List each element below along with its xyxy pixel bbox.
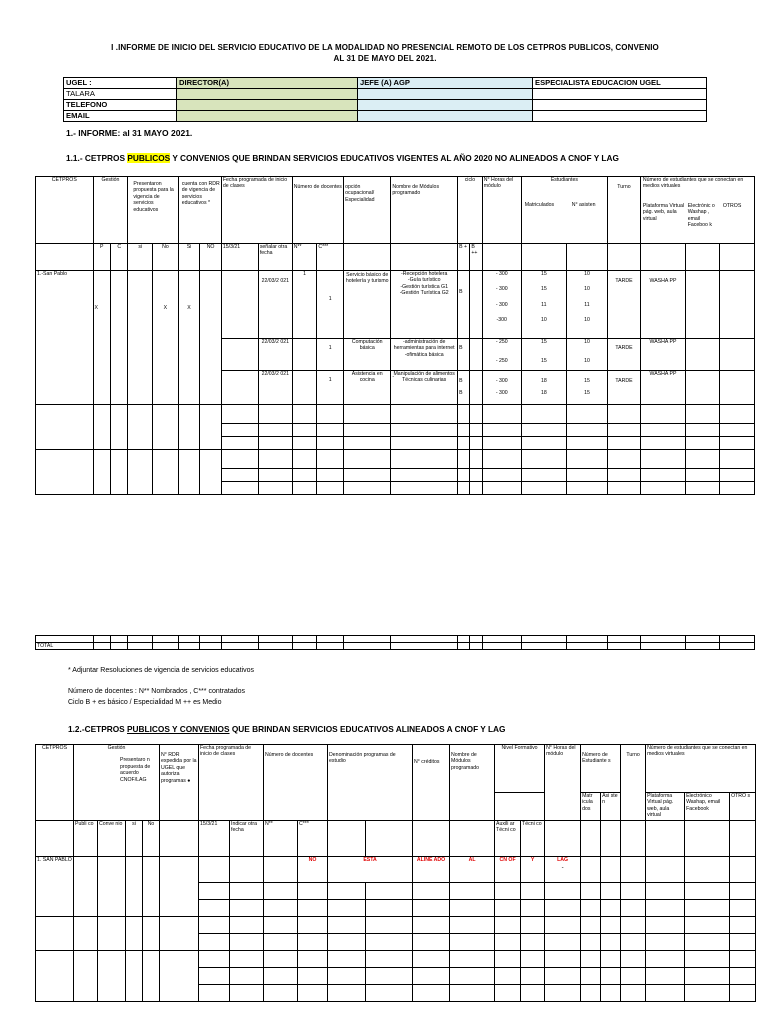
g3-asisten: 15 15 — [566, 371, 607, 405]
g3-virtual: WASHA PP — [640, 371, 685, 405]
sub-bpp: B ++ — [470, 244, 482, 271]
th2-rdr: N° RDR expedida por la UGEL que autoriza programas ● — [160, 745, 199, 821]
highlight-publicos: PUBLICOS — [127, 153, 171, 163]
sub2-auxiliar: Auxili ar Técni co — [495, 821, 521, 857]
sub-si2: Si — [178, 244, 200, 271]
th2-cetpros: CETPROS — [36, 745, 74, 821]
th2-electronico: Electrónico Washap, email Facebook — [685, 793, 730, 821]
th-turno: Turno — [608, 177, 641, 244]
th-modulos: Nombre de Módulos programado — [391, 177, 458, 244]
section-1-heading: 1.- INFORME: al 31 MAYO 2021. — [66, 128, 193, 138]
th2-turno: Turno — [621, 745, 646, 821]
g3-ciclo: B B — [458, 371, 470, 405]
red-cnof: CN OF — [495, 857, 521, 883]
total-label: TOTAL — [36, 643, 94, 650]
g3-turno: TARDE — [608, 371, 641, 405]
th-fecha: Fecha programada de inicio de clases — [221, 177, 292, 244]
especialista-header: ESPECIALISTA EDUCACION UGEL — [533, 78, 707, 89]
note-ciclo: Ciclo B + es básico / Especialidad M ++ es Medio — [68, 699, 222, 706]
cell-p: X — [93, 271, 110, 405]
g1-ciclo: B — [458, 271, 470, 339]
talara-label: TALARA — [64, 89, 177, 100]
g1-modulos: -Recepción hotelera -Guía turístico -Gestión turística G1 -Gestión Turística G2 — [391, 271, 458, 339]
th2-nivel: Nivel Formativo — [495, 745, 545, 793]
sub-p: P — [93, 244, 110, 271]
th2-creditos: N° créditos — [413, 745, 450, 821]
director-telefono-cell[interactable] — [177, 100, 358, 111]
th-presentaron: Presentaron propuesta para la vigencia de servicios educativos — [128, 177, 178, 244]
sub-c: C — [110, 244, 127, 271]
th2-matriculados: Matr icula dos — [581, 793, 601, 821]
red-esta: ESTA — [328, 857, 413, 883]
jefe-telefono-cell[interactable] — [358, 100, 533, 111]
especialista-talara-cell[interactable] — [533, 89, 707, 100]
sub2-si: si — [126, 821, 143, 857]
table-row — [36, 917, 756, 934]
sub2-indicar: Indicar otra fecha — [230, 821, 264, 857]
sub-b: B + — [458, 244, 470, 271]
sub2-no: No — [143, 821, 160, 857]
th2-gestion: Gestión Presentaro n propuesta de acuerdo CNOF/LAG — [74, 745, 160, 821]
g2-ciclo: B — [458, 339, 470, 371]
g2-horas: - 250 - 250 — [482, 339, 521, 371]
g2-modulos: -administración de herramientas para internet -ofimática básica — [391, 339, 458, 371]
th-otros: OTROS — [722, 202, 742, 209]
title-line-1: I .INFORME DE INICIO DEL SERVICIO EDUCATIVO DE LA MODALIDAD NO PRESENCIAL REMOTO DE LOS CETPROS PUBLICOS, CONVENIO — [111, 43, 659, 52]
red-alineado: ALINE ADO — [413, 857, 450, 883]
cell-si2: X — [178, 271, 200, 405]
especialista-email-cell[interactable] — [533, 111, 707, 122]
th-gestion: Gestión — [93, 177, 128, 244]
th2-otros: OTRO s — [730, 793, 756, 821]
th2-denominacion: Denominación programas de estudio — [328, 745, 413, 821]
th2-plataforma: Plataforma Virtual pág. web, aula virtual — [646, 793, 685, 821]
red-lag: LAG - — [545, 857, 581, 883]
table-alineados — [35, 744, 756, 1002]
total-table — [35, 635, 755, 650]
th2-virtual: Número de estudiantes que se conectan en medios virtuales — [646, 745, 756, 793]
section-1-2-heading: 1.2.-CETPROS PUBLICOS Y CONVENIOS QUE BRINDAN SERVICIOS EDUCATIVOS ALINEADOS A CNOF Y LAG — [68, 724, 506, 734]
th2-fecha: Fecha programada de inicio de clases — [199, 745, 264, 821]
th-plataforma: Plataforma Virtual pág. web, aula virtual — [642, 202, 684, 222]
th-matriculados: Matriculados — [524, 202, 555, 209]
director-email-cell[interactable] — [177, 111, 358, 122]
g1-matriculados: 15 15 11 10 — [521, 271, 566, 339]
sub-no2: NO — [200, 244, 222, 271]
g3-c: 1 — [317, 371, 344, 405]
sub-no: No — [153, 244, 179, 271]
telefono-label: TELEFONO — [64, 100, 177, 111]
ugel-label: UGEL : — [64, 78, 177, 89]
th-ciclo: ciclo — [458, 177, 483, 244]
sub-si: si — [128, 244, 153, 271]
g2-turno: TARDE — [608, 339, 641, 371]
title-line-2: AL 31 DE MAYO DEL 2021. — [333, 54, 437, 63]
sub-ccc: C*** — [317, 244, 344, 271]
director-talara-cell[interactable] — [177, 89, 358, 100]
sub2-fecha: 15/3/21 — [199, 821, 230, 857]
sub2-convenio: Conve nio — [98, 821, 126, 857]
g3-modulos: Manipulación de alimentos Técnicas culinarias - — [391, 371, 458, 405]
g2-c: 1 — [317, 339, 344, 371]
report-title — [60, 42, 710, 64]
g1-horas: - 300 - 300 - 300 -300 — [482, 271, 521, 339]
th2-presentaron: Presentaro n propuesta de acuerdo CNOF/LAG — [120, 757, 151, 783]
g1-virtual: WASHA PP — [640, 271, 685, 339]
table-row — [36, 951, 756, 968]
g1-opcion: Servicio básico de hotelería y turismo — [344, 271, 391, 339]
th-horas: N° Horas del módulo — [482, 177, 521, 244]
sub2-n: N** — [264, 821, 298, 857]
g3-opcion: Asistencia en cocina — [344, 371, 391, 405]
g3-matriculados: 18 18 — [521, 371, 566, 405]
table-no-alineados — [35, 176, 755, 495]
th-docentes: Número de docentes — [292, 177, 343, 244]
g2-fecha: 22/03/2 021 — [258, 339, 292, 371]
g1-asisten: 10 10 11 10 — [566, 271, 607, 339]
contact-table — [63, 77, 707, 122]
jefe-talara-cell[interactable] — [358, 89, 533, 100]
th2-asisten: Asi ste n — [601, 793, 621, 821]
th-cetpros: CETPROS — [36, 177, 94, 244]
email-label: EMAIL — [64, 111, 177, 122]
note-docentes: Número de docentes : N** Nombrados , C*** contratados — [68, 688, 246, 695]
sub-n: N** — [292, 244, 317, 271]
th-asisten: N° asisten — [571, 202, 596, 209]
jefe-email-cell[interactable] — [358, 111, 533, 122]
cell-no: X — [153, 271, 179, 405]
th-opcion: opción ocupacional/ Especialidad — [344, 177, 391, 244]
sub2-tecnico: Técni co — [521, 821, 545, 857]
underlined-publicos-convenios: PUBLICOS Y CONVENIOS — [127, 724, 230, 734]
g1-n: 1 — [292, 271, 317, 339]
section-1-1-heading: 1.1.- CETPROS PUBLICOS Y CONVENIOS QUE BRINDAN SERVICIOS EDUCATIVOS VIGENTES AL AÑO 2020 NO ALINEADOS A CNOF Y LAG — [66, 153, 619, 163]
director-header: DIRECTOR(A) — [177, 78, 358, 89]
th-estudiantes: Estudiantes Matriculados N° asisten — [521, 177, 607, 244]
red-no: NO — [298, 857, 328, 883]
g1-turno: TARDE — [608, 271, 641, 339]
g2-asisten: 10 10 — [566, 339, 607, 371]
jefe-header: JEFE (A) AGP — [358, 78, 533, 89]
g1-c: 1 — [317, 271, 344, 339]
g1-fecha: 22/03/2 021 — [258, 271, 292, 339]
row-san-pablo-name: 1.-San Pablo — [36, 271, 94, 405]
g3-fecha: 22/03/2 021 — [258, 371, 292, 405]
th-electronico: Electrónic o Washap , email Faceboo k — [687, 202, 715, 229]
note-resoluciones: * Adjuntar Resoluciones de vigencia de servicios educativos — [68, 667, 254, 674]
sub2-publico: Publi co — [74, 821, 98, 857]
table-row — [36, 405, 755, 424]
sub2-c: C*** — [298, 821, 328, 857]
row2-san-pablo-name: 1. SAN PABLO — [36, 857, 74, 917]
g3-horas: - 300 - 300 — [482, 371, 521, 405]
red-y: Y — [521, 857, 545, 883]
red-al: AL — [450, 857, 495, 883]
th-cuenta-rdr: cuenta con RDR de vigencia de servicios educativos * — [178, 177, 221, 244]
g2-matriculados: 15 15 — [521, 339, 566, 371]
sub-senalar: señalar otra fecha — [258, 244, 292, 271]
th-virtual: Número de estudiantes que se conectan en medios virtuales Plataforma Virtual pág. web, aula virtual Electrónic o Washap , email Faceboo k OTROS — [640, 177, 754, 244]
g2-opcion: Computación básica — [344, 339, 391, 371]
th2-numero: Número de Estudiante s — [581, 745, 621, 793]
th2-modulos: Nombre de Módulos programado — [450, 745, 495, 821]
th2-horas: N° Horas del módulo — [545, 745, 581, 821]
table-row — [36, 450, 755, 469]
g2-virtual: WASHA PP — [640, 339, 685, 371]
sub-fecha: 15/3/21 — [221, 244, 258, 271]
th2-docentes: Número de docentes — [264, 745, 328, 821]
especialista-telefono-cell[interactable] — [533, 100, 707, 111]
